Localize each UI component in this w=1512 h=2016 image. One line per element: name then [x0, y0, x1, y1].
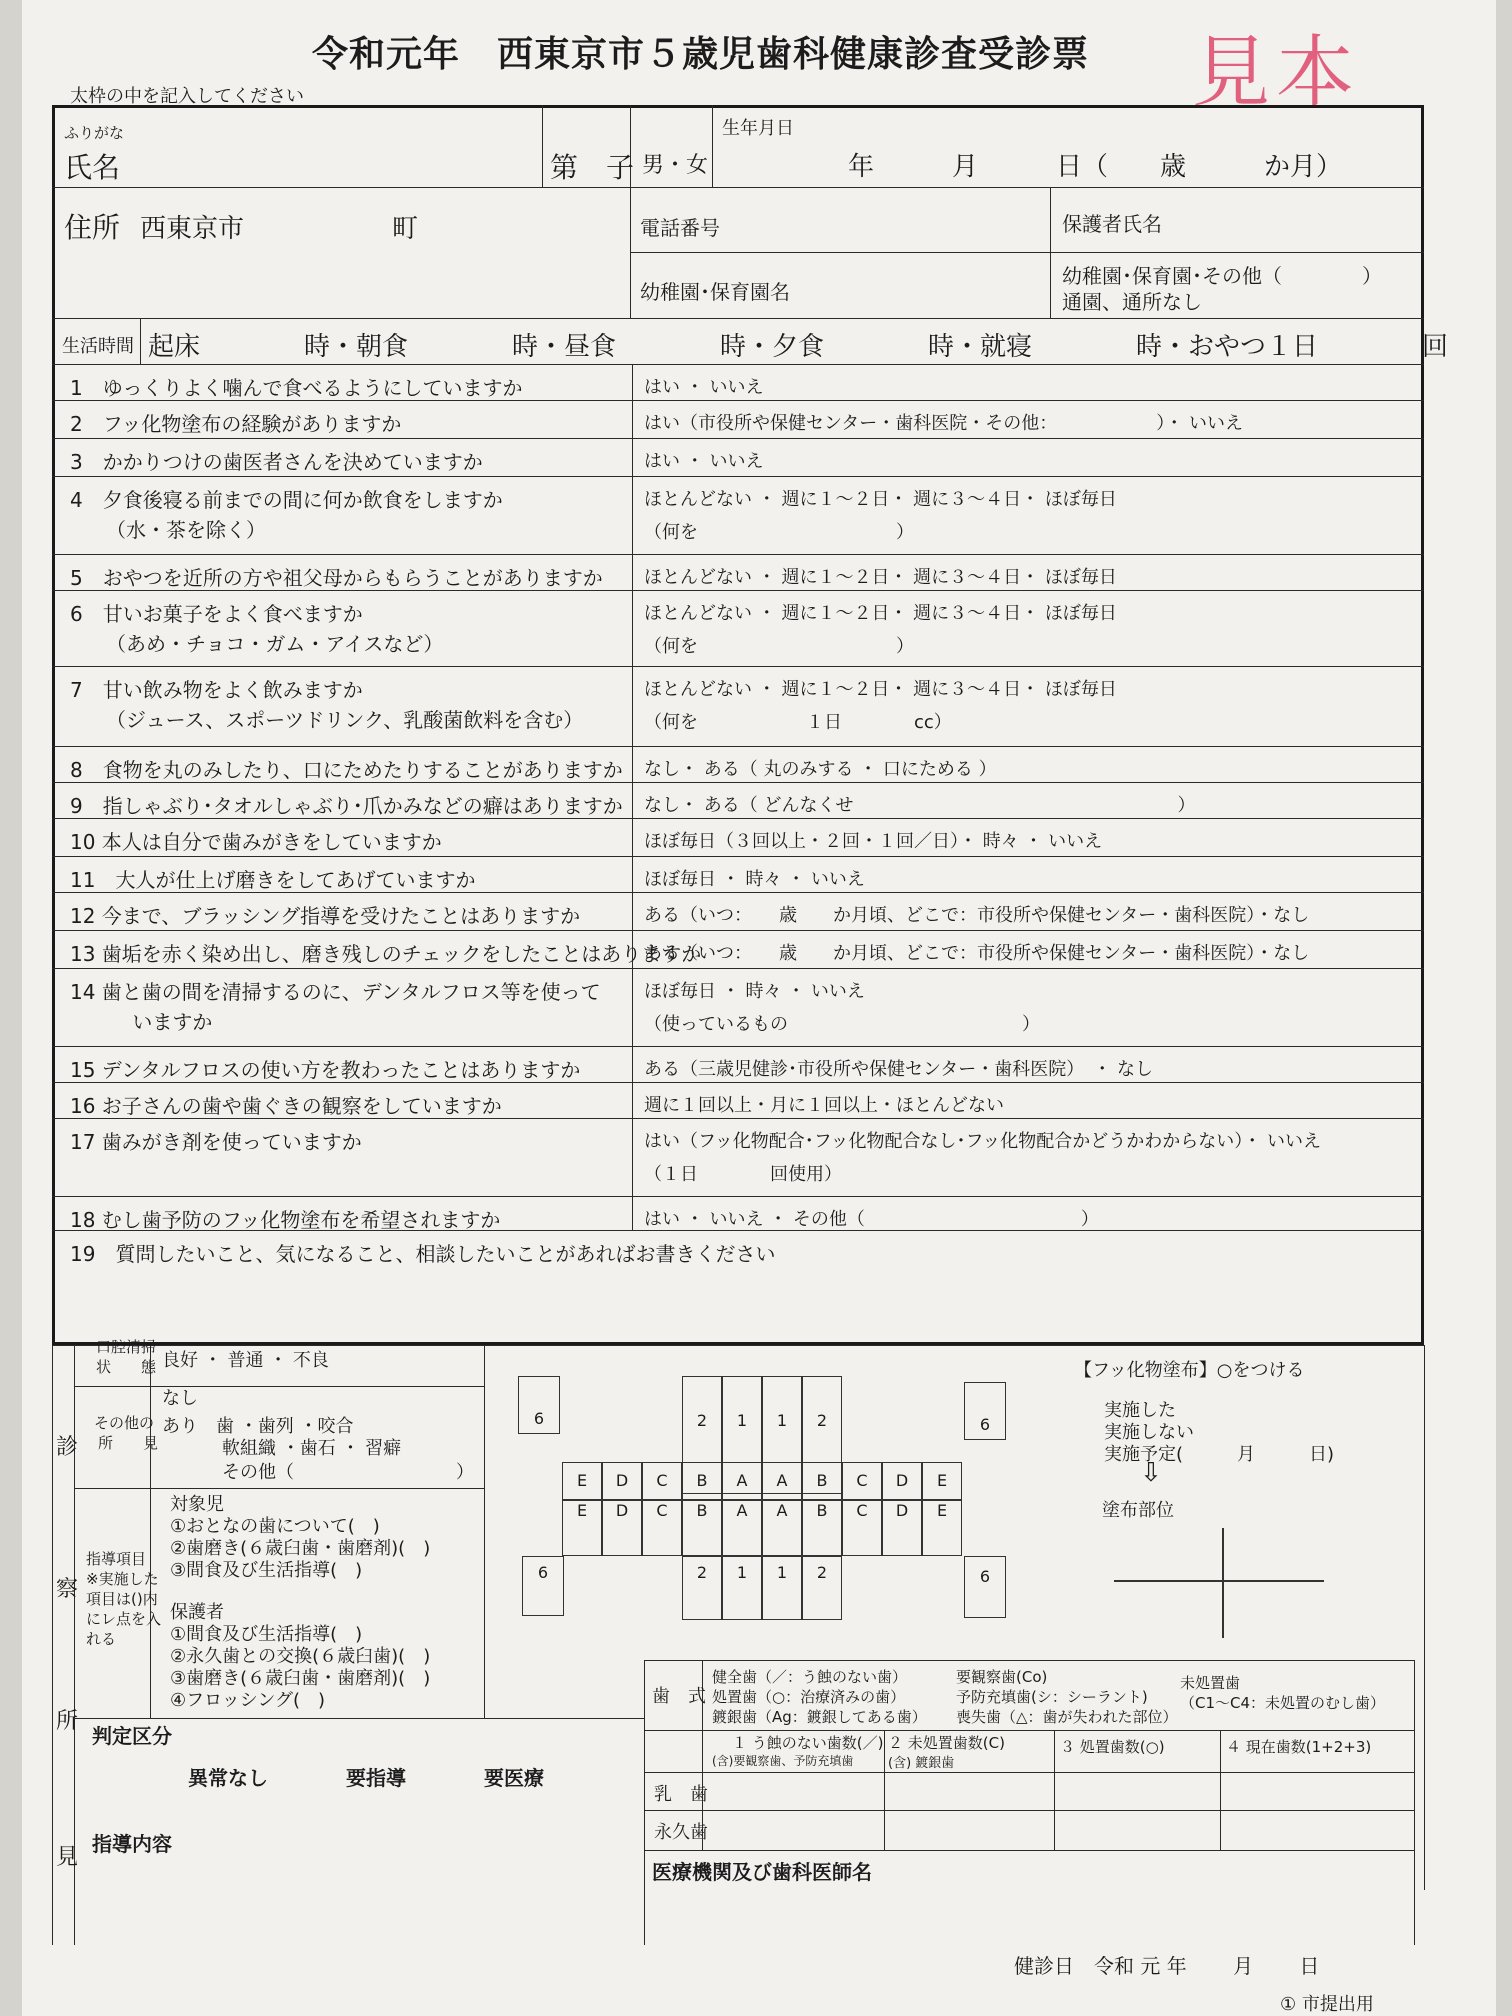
question-text: 11 大人が仕上げ磨きをしてあげていますか — [70, 868, 476, 892]
rule — [644, 1810, 1414, 1811]
formula-label: 歯 式 — [652, 1686, 706, 1707]
judgement-label: 判定区分 — [92, 1724, 172, 1748]
row-rule — [52, 666, 1424, 667]
row-rule — [52, 818, 1424, 819]
tooth-primary-upper-label: D — [615, 1471, 629, 1490]
guardian-title: 保護者 — [170, 1602, 224, 1623]
rule — [630, 252, 1424, 253]
guardian-item-1[interactable]: ①間食及び生活指導( ) — [170, 1624, 363, 1645]
rule — [1414, 1660, 1415, 1945]
tooth-primary-lower-label: A — [736, 1501, 748, 1520]
question-text: 6 甘いお菓子をよく食べますか — [70, 602, 363, 626]
tooth-primary-lower[interactable] — [642, 1500, 682, 1556]
school-none[interactable]: 通園、通所なし — [1062, 290, 1202, 314]
tooth-primary-lower[interactable] — [562, 1500, 602, 1556]
row-primary: 乳 歯 — [654, 1784, 708, 1805]
tooth-primary-upper[interactable] — [842, 1462, 882, 1500]
rule — [644, 1850, 1414, 1851]
answer-options[interactable]: はい（フッ化物配合･フッ化物配合なし･フッ化物配合かどうかわからない）・ いいえ — [644, 1131, 1321, 1152]
tooth-lower-perm-label: 1 — [736, 1563, 748, 1582]
question-text: 2 フッ化物塗布の経験がありますか — [70, 412, 402, 436]
answer-detail[interactable]: （何を ） — [644, 636, 914, 657]
tooth-primary-upper[interactable] — [802, 1462, 842, 1500]
oral-label: 口腔清掃 — [96, 1338, 157, 1356]
legend-observe: 要観察歯(Co) — [956, 1668, 1048, 1686]
question-subtext: （あめ・チョコ・ガム・アイスなど） — [106, 632, 444, 656]
address-town: 町 — [392, 214, 419, 244]
tooth-primary-lower-label: C — [656, 1501, 668, 1520]
tooth-primary-upper-label: C — [656, 1471, 668, 1490]
tooth-lower-perm[interactable] — [682, 1556, 722, 1620]
fluoride-not-done[interactable]: 実施しない — [1104, 1422, 1194, 1443]
guardian-item-3[interactable]: ③歯磨き(６歳臼歯・歯磨剤)( ) — [170, 1668, 431, 1689]
tooth-lower-left-6-label: 6 — [979, 1567, 991, 1586]
tooth-upper-right-6-label: 6 — [533, 1409, 545, 1428]
tooth-lower-perm-label: 2 — [696, 1563, 708, 1582]
legend-treated: 処置歯（○：治療済みの歯） — [712, 1688, 906, 1706]
fluoride-planned[interactable]: 実施予定( 月 日) — [1104, 1444, 1335, 1465]
tooth-primary-lower[interactable] — [802, 1500, 842, 1556]
school-options[interactable]: 幼稚園･保育園･その他（ ） — [1062, 264, 1382, 288]
question-text: 10 本人は自分で歯みがきをしていますか — [70, 830, 442, 854]
answer-detail[interactable]: （１日 回使用） — [644, 1164, 842, 1185]
tooth-lower-perm-label: 1 — [776, 1563, 788, 1582]
tooth-upper-perm-label: 1 — [736, 1411, 748, 1430]
tooth-primary-upper-label: E — [936, 1471, 948, 1490]
tooth-upper-left-6-label: 6 — [979, 1415, 991, 1434]
legend-missing: 喪失歯（△：歯が失われた部位） — [956, 1708, 1178, 1726]
judgement-guidance[interactable]: 要指導 — [346, 1766, 406, 1790]
row-rule — [52, 1118, 1424, 1119]
instruction-note: 太枠の中を記入してください — [70, 86, 304, 107]
question-text: 14 歯と歯の間を清掃するのに、デンタルフロス等を使って — [70, 980, 601, 1004]
tooth-lower-perm[interactable] — [762, 1556, 802, 1620]
row-rule — [52, 892, 1424, 893]
phone-label: 電話番号 — [640, 216, 720, 240]
tooth-primary-upper[interactable] — [882, 1462, 922, 1500]
tooth-upper-right-6[interactable] — [518, 1376, 560, 1434]
tooth-lower-right-6-label: 6 — [537, 1563, 549, 1582]
tooth-primary-lower[interactable] — [842, 1500, 882, 1556]
tooth-primary-upper-label: C — [856, 1471, 868, 1490]
question-text: 16 お子さんの歯や歯ぐきの観察をしていますか — [70, 1094, 502, 1118]
tooth-primary-lower[interactable] — [602, 1500, 642, 1556]
tooth-primary-upper[interactable] — [922, 1462, 962, 1500]
rule — [884, 1730, 885, 1850]
dob-field[interactable]: 年 月 日（ 歳 か月） — [848, 152, 1343, 182]
answer-options[interactable]: ある（いつ： 歳 か月頃、どこで：市役所や保健センター・歯科医院）・なし — [644, 905, 1310, 926]
answer-options[interactable]: なし・ ある（ 丸のみする ・ 口にためる ） — [644, 759, 997, 780]
fluoride-done[interactable]: 実施した — [1104, 1400, 1176, 1421]
guardian-item-2[interactable]: ②永久歯との交換(６歳臼歯)( ) — [170, 1646, 431, 1667]
rule — [632, 364, 633, 1230]
question-text: 7 甘い飲み物をよく飲みますか — [70, 678, 363, 702]
row-rule — [52, 438, 1424, 439]
tooth-primary-lower[interactable] — [922, 1500, 962, 1556]
answer-options[interactable]: ほとんどない ・ 週に１～２日・ 週に３～４日・ ほぼ毎日 — [644, 603, 1117, 624]
tooth-upper-left-6[interactable] — [964, 1382, 1006, 1440]
side-label-4: 見 — [56, 1845, 79, 1870]
side-label-3: 所 — [56, 1709, 79, 1734]
legend-silver: 鍍銀歯（Ag：鍍銀してある歯） — [712, 1708, 927, 1726]
answer-detail[interactable]: （使っているもの ） — [644, 1014, 1040, 1035]
row-rule — [52, 968, 1424, 969]
rule — [644, 1772, 1414, 1773]
answer-options[interactable]: なし・ ある（ どんなくせ ） — [644, 795, 1196, 816]
form-sheet — [22, 0, 1496, 2016]
rule — [644, 1660, 645, 1945]
rule — [52, 1345, 53, 1945]
question-text: 5 おやつを近所の方や祖父母からもらうことがありますか — [70, 566, 603, 590]
rule — [1220, 1730, 1221, 1850]
guardian-label: 保護者氏名 — [1062, 212, 1162, 236]
rule — [74, 1386, 484, 1387]
sex-select[interactable]: 男・女 — [642, 153, 709, 178]
judgement-medical[interactable]: 要医療 — [484, 1766, 544, 1790]
answer-options[interactable]: ほぼ毎日（３回以上・２回・１回／日）・ 時々 ・ いいえ — [644, 831, 1103, 852]
answer-options[interactable]: ある（三歳児健診･市役所や保健センター・歯科医院） ・ なし — [644, 1059, 1153, 1080]
other-none[interactable]: なし — [162, 1388, 198, 1409]
other-misc[interactable]: その他（ ） — [222, 1462, 474, 1483]
site-label: 塗布部位 — [1102, 1500, 1174, 1521]
tooth-primary-lower[interactable] — [722, 1500, 762, 1556]
question-text: 1 ゆっくりよく噛んで食べるようにしていますか — [70, 376, 523, 400]
row-rule — [52, 746, 1424, 747]
tooth-lower-right-6[interactable] — [522, 1556, 564, 1616]
rule — [1424, 1345, 1425, 1890]
rule — [150, 1345, 151, 1718]
guidance-content-label: 指導内容 — [92, 1832, 172, 1856]
rule — [630, 105, 631, 318]
answer-detail[interactable]: （何を ） — [644, 522, 914, 543]
other-label: その他の — [94, 1414, 155, 1432]
guide-label-4: にレ点を入 — [86, 1610, 162, 1628]
col-sound-note: (含)要観察歯、予防充填歯 — [712, 1754, 854, 1768]
oral-status[interactable]: 良好 ・ 普通 ・ 不良 — [162, 1350, 329, 1371]
tooth-primary-lower-label: B — [696, 1501, 708, 1520]
child-item-1[interactable]: ①おとなの歯について( ) — [170, 1516, 380, 1537]
guide-label-3: 項目は()内 — [86, 1590, 158, 1608]
answer-options[interactable]: はい（市役所や保健センター・歯科医院・その他： ）・ いいえ — [644, 413, 1243, 434]
question-subtext: （ジュース、スポーツドリンク、乳酸菌飲料を含む） — [106, 708, 584, 732]
tooth-primary-lower[interactable] — [762, 1500, 802, 1556]
answer-options[interactable]: はい ・ いいえ — [644, 451, 764, 472]
question-text: 9 指しゃぶり･タオルしゃぶり･爪かみなどの癖はありますか — [70, 794, 623, 818]
tooth-primary-lower-label: D — [615, 1501, 629, 1520]
clinic-label: 医療機関及び歯科医師名 — [652, 1860, 872, 1884]
rule — [52, 318, 1424, 319]
exam-date[interactable]: 健診日 令和 元 年 月 日 — [1014, 1954, 1320, 1978]
tooth-primary-upper-label: B — [696, 1471, 708, 1490]
row-rule — [52, 554, 1424, 555]
answer-detail[interactable]: （何を １日 cc） — [644, 712, 952, 733]
tooth-lower-perm[interactable] — [802, 1556, 842, 1620]
row-rule — [52, 1046, 1424, 1047]
tooth-lower-left-6[interactable] — [964, 1556, 1006, 1618]
child-item-2[interactable]: ②歯磨き(６歳臼歯・歯磨剤)( ) — [170, 1538, 431, 1559]
row-permanent: 永久歯 — [654, 1822, 708, 1843]
site-cross-vertical[interactable] — [1222, 1528, 1224, 1638]
question-text: 3 かかりつけの歯医者さんを決めていますか — [70, 450, 483, 474]
legend-untreated-note: （C1～C4：未処置のむし歯） — [1180, 1694, 1386, 1712]
row-rule — [52, 1230, 1424, 1231]
rule — [484, 1345, 485, 1718]
name-label: 氏名 — [64, 151, 121, 184]
rule — [74, 1718, 644, 1719]
tooth-primary-upper[interactable] — [762, 1462, 802, 1500]
answer-options[interactable]: ほとんどない ・ 週に１～２日・ 週に３～４日・ ほぼ毎日 — [644, 489, 1117, 510]
legend-untreated: 未処置歯 — [1180, 1674, 1241, 1692]
guide-label-5: れる — [86, 1630, 117, 1648]
tooth-primary-lower-label: D — [895, 1501, 909, 1520]
col-untreated-count: ２ 未処置歯数(C) — [888, 1734, 1005, 1752]
answer-options[interactable]: はい ・ いいえ ・ その他（ ） — [644, 1209, 1099, 1230]
furigana-label: ふりがな — [64, 124, 125, 142]
tooth-primary-lower[interactable] — [882, 1500, 922, 1556]
rule — [644, 1730, 1414, 1731]
tooth-primary-upper[interactable] — [562, 1462, 602, 1500]
tooth-primary-upper[interactable] — [682, 1462, 722, 1500]
answer-options[interactable]: ほとんどない ・ 週に１～２日・ 週に３～４日・ ほぼ毎日 — [644, 679, 1117, 700]
address-city: 西東京市 — [140, 214, 245, 244]
question-subtext: （水・茶を除く） — [106, 518, 266, 542]
guide-label-2: ※実施した — [86, 1570, 159, 1588]
answer-options[interactable]: 週に１回以上・月に１回以上・ほとんどない — [644, 1095, 1004, 1116]
answer-options[interactable]: ほぼ毎日 ・ 時々 ・ いいえ — [644, 981, 865, 1002]
tooth-upper-perm-label: 2 — [696, 1411, 708, 1430]
question-subtext: いますか — [106, 1010, 213, 1034]
tooth-lower-perm-label: 2 — [816, 1563, 828, 1582]
site-cross-horizontal[interactable] — [1114, 1580, 1324, 1582]
dob-label: 生年月日 — [722, 118, 794, 139]
life-label: 生活時間 — [62, 336, 134, 357]
col-treated-count: ３ 処置歯数(○) — [1060, 1738, 1165, 1756]
side-label-2: 察 — [56, 1577, 79, 1602]
answer-options[interactable]: はい ・ いいえ — [644, 377, 764, 398]
question-text: 13 歯垢を赤く染め出し、磨き残しのチェックをしたことはありますか — [70, 942, 702, 966]
col-sound-count: １ う蝕のない歯数(／) — [732, 1734, 884, 1752]
child-order-label: 第 子 — [550, 151, 635, 184]
form-title: 令和元年 西東京市５歳児歯科健康診査受診票 — [312, 34, 1090, 75]
address-label: 住所 — [64, 211, 121, 244]
life-schedule[interactable]: 起床 時・朝食 時・昼食 時・夕食 時・就寝 時・おやつ１日 回 — [148, 332, 1449, 362]
question-text: 15 デンタルフロスの使い方を教わったことはありますか — [70, 1058, 581, 1082]
row-rule — [52, 1082, 1424, 1083]
answer-options[interactable]: ある（いつ： 歳 か月頃、どこで：市役所や保健センター・歯科医院）・なし — [644, 943, 1310, 964]
row-rule — [52, 782, 1424, 783]
judgement-normal[interactable]: 異常なし — [188, 1766, 268, 1790]
rule — [140, 318, 141, 364]
row-rule — [52, 364, 1424, 365]
tooth-primary-upper-label: E — [576, 1471, 588, 1490]
tooth-primary-lower-label: B — [816, 1501, 828, 1520]
question-text: 17 歯みがき剤を使っていますか — [70, 1130, 362, 1154]
rule — [644, 1660, 1414, 1661]
question-text: 18 むし歯予防のフッ化物塗布を希望されますか — [70, 1208, 501, 1232]
tooth-primary-upper-label: B — [816, 1471, 828, 1490]
row-rule — [52, 930, 1424, 931]
footer-copy: ① 市提出用 — [1280, 1994, 1374, 2015]
rule — [712, 105, 713, 187]
tooth-primary-lower-label: C — [856, 1501, 868, 1520]
tooth-primary-lower-label: A — [776, 1501, 788, 1520]
other-label-2: 所 見 — [98, 1434, 159, 1452]
rule — [1050, 187, 1051, 318]
answer-options[interactable]: ほぼ毎日 ・ 時々 ・ いいえ — [644, 869, 865, 890]
other-soft[interactable]: 軟組織 ・歯石 ・ 習癖 — [222, 1438, 402, 1459]
fluoride-title: 【フッ化物塗布】○をつける — [1074, 1360, 1305, 1381]
row-rule — [52, 590, 1424, 591]
tooth-primary-lower-label: E — [936, 1501, 948, 1520]
tooth-primary-upper-label: A — [776, 1471, 788, 1490]
side-label-1: 診 — [56, 1435, 79, 1460]
question-text: 19 質問したいこと、気になること、相談したいことがあればお書きください — [70, 1242, 776, 1266]
tooth-primary-upper-label: A — [736, 1471, 748, 1490]
tooth-primary-upper[interactable] — [642, 1462, 682, 1500]
answer-options[interactable]: ほとんどない ・ 週に１～２日・ 週に３～４日・ ほぼ毎日 — [644, 567, 1117, 588]
school-label: 幼稚園･保育園名 — [640, 280, 790, 304]
col-untreated-note: (含) 鍍銀歯 — [888, 1756, 955, 1771]
col-total-count: ４ 現在歯数(1+2+3) — [1226, 1738, 1372, 1756]
tooth-upper-perm-label: 2 — [816, 1411, 828, 1430]
rule — [542, 105, 543, 187]
row-rule — [52, 856, 1424, 857]
down-arrow-icon: ⇩ — [1140, 1458, 1162, 1488]
child-title: 対象児 — [170, 1494, 224, 1515]
rule — [52, 187, 1424, 188]
guide-label-1: 指導項目 — [86, 1550, 147, 1568]
tooth-upper-perm-label: 1 — [776, 1411, 788, 1430]
tooth-primary-upper-label: D — [895, 1471, 909, 1490]
row-rule — [52, 1196, 1424, 1197]
guardian-item-4[interactable]: ④フロッシング( ) — [170, 1690, 326, 1711]
legend-sealant: 予防充填歯(シ：シーラント) — [956, 1688, 1148, 1706]
row-rule — [52, 400, 1424, 401]
legend-sound: 健全歯（／：う蝕のない歯） — [712, 1668, 908, 1686]
sample-stamp: 見本 — [1192, 28, 1361, 118]
child-item-3[interactable]: ③間食及び生活指導( ) — [170, 1560, 363, 1581]
tooth-primary-upper[interactable] — [602, 1462, 642, 1500]
rule — [1054, 1730, 1055, 1850]
oral-label-2: 状 態 — [96, 1358, 157, 1376]
tooth-primary-lower[interactable] — [682, 1500, 722, 1556]
other-teeth[interactable]: あり 歯 ・歯列 ・咬合 — [162, 1416, 354, 1437]
tooth-lower-perm[interactable] — [722, 1556, 762, 1620]
tooth-primary-lower-label: E — [576, 1501, 588, 1520]
question-text: 8 食物を丸のみしたり、口にためたりすることがありますか — [70, 758, 623, 782]
question-text: 4 夕食後寝る前までの間に何か飲食をしますか — [70, 488, 503, 512]
question-text: 12 今まで、ブラッシング指導を受けたことはありますか — [70, 904, 581, 928]
row-rule — [52, 476, 1424, 477]
rule — [74, 1488, 484, 1489]
tooth-primary-upper[interactable] — [722, 1462, 762, 1500]
